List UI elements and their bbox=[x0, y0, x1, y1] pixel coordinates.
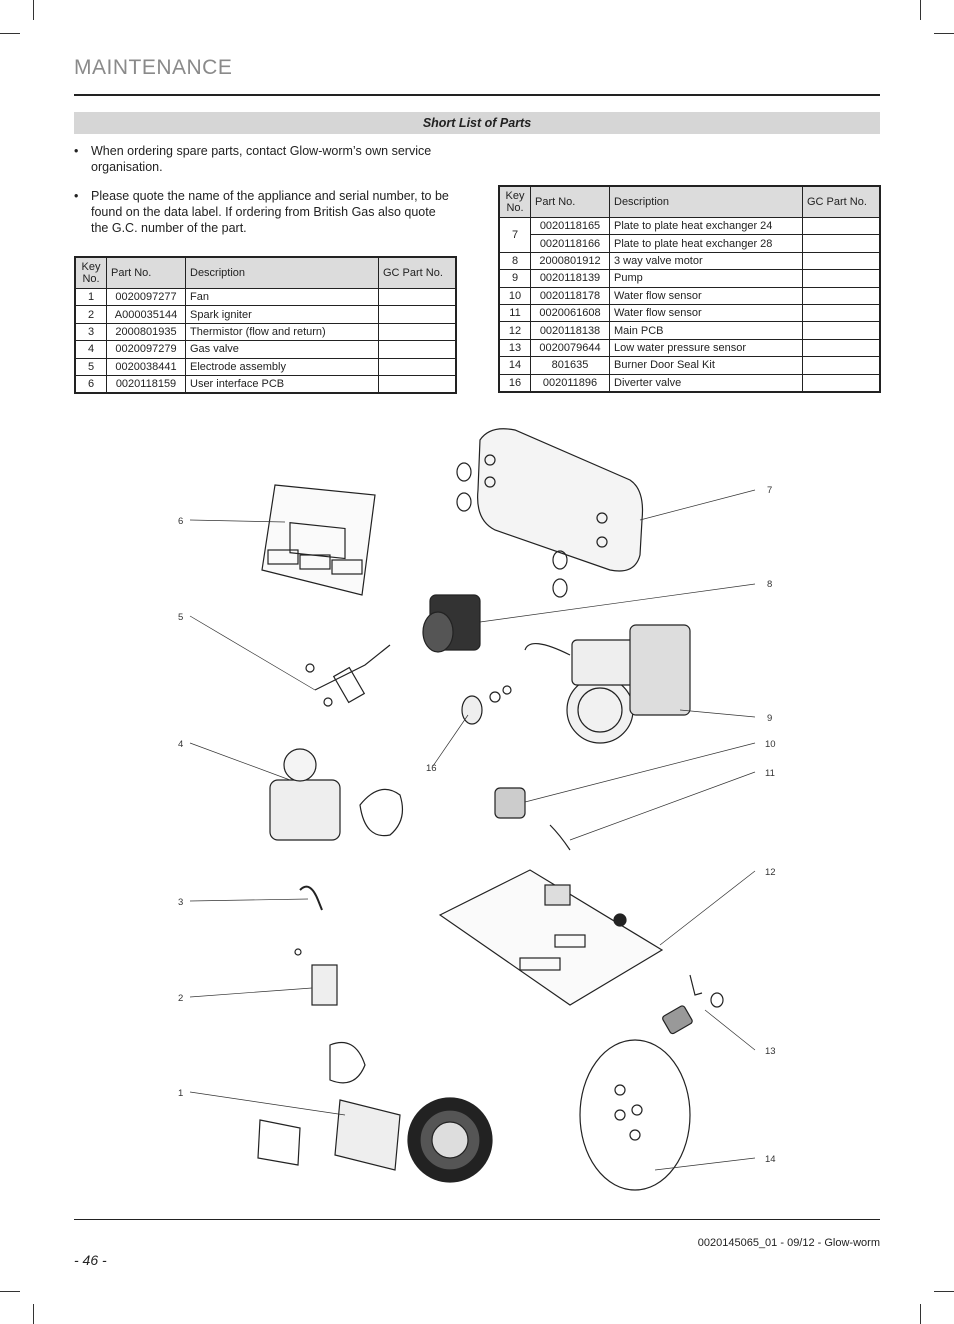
callout-14: 14 bbox=[765, 1154, 776, 1165]
col-gc: GC Part No. bbox=[803, 186, 881, 218]
callout-2: 2 bbox=[178, 993, 184, 1004]
table-row bbox=[499, 357, 880, 374]
callout-12: 12 bbox=[765, 867, 776, 878]
key-cell: 13 bbox=[499, 339, 531, 356]
part-number-cell: 0020118138 bbox=[531, 322, 610, 339]
description-cell: 3 way valve motor bbox=[610, 252, 803, 269]
col-desc: Description bbox=[186, 257, 379, 289]
key-cell: 7 bbox=[499, 218, 531, 253]
table-row bbox=[75, 358, 456, 375]
description-cell: Burner Door Seal Kit bbox=[610, 357, 803, 374]
description-cell: User interface PCB bbox=[186, 375, 379, 393]
parts-table-1 bbox=[74, 256, 457, 394]
part-number-cell: 0020118165 bbox=[531, 218, 610, 235]
gc-part-cell bbox=[803, 218, 881, 235]
key-cell: 3 bbox=[75, 323, 107, 340]
table-row bbox=[499, 287, 880, 304]
parts-table-2 bbox=[498, 185, 881, 393]
flow-sensor-drawing bbox=[495, 788, 570, 850]
table-row bbox=[75, 375, 456, 393]
section-title: Short List of Parts bbox=[74, 112, 880, 134]
part-number-cell: 801635 bbox=[531, 357, 610, 374]
part-number-cell: A000035144 bbox=[107, 306, 186, 323]
callout-8: 8 bbox=[767, 579, 773, 590]
part-number-cell: 0020097279 bbox=[107, 341, 186, 358]
key-cell: 2 bbox=[75, 306, 107, 323]
part-number-cell: 0020038441 bbox=[107, 358, 186, 375]
description-cell: Gas valve bbox=[186, 341, 379, 358]
callout-16: 16 bbox=[426, 763, 437, 774]
table-row bbox=[499, 270, 880, 287]
gc-part-cell bbox=[803, 270, 881, 287]
gc-part-cell bbox=[803, 357, 881, 374]
part-number-cell: 0020097277 bbox=[107, 289, 186, 306]
callout-7: 7 bbox=[767, 485, 773, 496]
description-cell: Electrode assembly bbox=[186, 358, 379, 375]
description-cell: Water flow sensor bbox=[610, 304, 803, 321]
description-cell: Thermistor (flow and return) bbox=[186, 323, 379, 340]
callout-6: 6 bbox=[178, 516, 184, 527]
gc-part-cell bbox=[803, 235, 881, 252]
key-cell: 8 bbox=[499, 252, 531, 269]
page-title: MAINTENANCE bbox=[74, 56, 233, 79]
table-row bbox=[499, 235, 880, 252]
callout-5: 5 bbox=[178, 612, 184, 623]
gc-part-cell bbox=[379, 375, 457, 393]
part-number-cell: 0020118159 bbox=[107, 375, 186, 393]
table-row bbox=[75, 341, 456, 358]
col-part: Part No. bbox=[107, 257, 186, 289]
key-cell: 6 bbox=[75, 375, 107, 393]
table-row bbox=[499, 252, 880, 269]
header-rule bbox=[74, 94, 880, 96]
crop-mark bbox=[934, 33, 954, 34]
description-cell: Fan bbox=[186, 289, 379, 306]
gas-valve-drawing bbox=[270, 749, 402, 840]
crop-mark bbox=[0, 33, 20, 34]
crop-mark bbox=[934, 1291, 954, 1292]
pump-drawing bbox=[525, 625, 690, 743]
gc-part-cell bbox=[379, 289, 457, 306]
callout-13: 13 bbox=[765, 1046, 776, 1057]
description-cell: Plate to plate heat exchanger 28 bbox=[610, 235, 803, 252]
part-number-cell: 0020079644 bbox=[531, 339, 610, 356]
callout-11: 11 bbox=[765, 768, 775, 779]
part-number-cell: 0020118166 bbox=[531, 235, 610, 252]
key-cell: 9 bbox=[499, 270, 531, 287]
document-reference: 0020145065_01 - 09/12 - Glow-worm bbox=[697, 1237, 880, 1249]
diverter-valve-drawing bbox=[462, 686, 511, 724]
crop-mark bbox=[0, 1291, 20, 1292]
table-row bbox=[499, 322, 880, 339]
gc-part-cell bbox=[379, 323, 457, 340]
part-number-cell: 002011896 bbox=[531, 374, 610, 392]
description-cell: Plate to plate heat exchanger 24 bbox=[610, 218, 803, 235]
user-interface-pcb-drawing bbox=[262, 485, 375, 595]
thermistor-drawing bbox=[300, 887, 322, 910]
pressure-sensor-drawing bbox=[662, 975, 723, 1035]
gc-part-cell bbox=[379, 358, 457, 375]
instruction-item: • When ordering spare parts, contact Glow-worm’s own service organisation. bbox=[74, 143, 454, 175]
key-cell: 5 bbox=[75, 358, 107, 375]
key-cell: 4 bbox=[75, 341, 107, 358]
table-row bbox=[75, 323, 456, 340]
gc-part-cell bbox=[803, 374, 881, 392]
heat-exchanger-drawing bbox=[457, 429, 643, 597]
exploded-parts-diagram bbox=[150, 410, 830, 1210]
gc-part-cell bbox=[379, 306, 457, 323]
gc-part-cell bbox=[803, 287, 881, 304]
table-row bbox=[499, 374, 880, 392]
callout-10: 10 bbox=[765, 739, 776, 750]
part-number-cell: 0020061608 bbox=[531, 304, 610, 321]
col-key: Key No. bbox=[75, 257, 107, 289]
key-cell: 11 bbox=[499, 304, 531, 321]
key-cell: 16 bbox=[499, 374, 531, 392]
col-part: Part No. bbox=[531, 186, 610, 218]
page-number: - 46 - bbox=[74, 1252, 107, 1268]
table-row bbox=[499, 218, 880, 235]
key-cell: 10 bbox=[499, 287, 531, 304]
description-cell: Spark igniter bbox=[186, 306, 379, 323]
table-row bbox=[75, 289, 456, 306]
crop-mark bbox=[920, 1304, 921, 1324]
gc-part-cell bbox=[803, 339, 881, 356]
part-number-cell: 2000801912 bbox=[531, 252, 610, 269]
gc-part-cell bbox=[803, 304, 881, 321]
part-number-cell: 0020118139 bbox=[531, 270, 610, 287]
col-key: Key No. bbox=[499, 186, 531, 218]
description-cell: Main PCB bbox=[610, 322, 803, 339]
key-cell: 1 bbox=[75, 289, 107, 306]
description-cell: Diverter valve bbox=[610, 374, 803, 392]
valve-motor-drawing bbox=[423, 595, 480, 652]
fan-drawing bbox=[258, 1043, 492, 1183]
footer-rule bbox=[74, 1219, 880, 1220]
table-row bbox=[499, 339, 880, 356]
part-number-cell: 2000801935 bbox=[107, 323, 186, 340]
gc-part-cell bbox=[803, 252, 881, 269]
callout-1: 1 bbox=[178, 1088, 184, 1099]
callout-9: 9 bbox=[767, 713, 773, 724]
col-desc: Description bbox=[610, 186, 803, 218]
key-cell: 14 bbox=[499, 357, 531, 374]
table-row bbox=[75, 306, 456, 323]
table-row bbox=[499, 304, 880, 321]
description-cell: Low water pressure sensor bbox=[610, 339, 803, 356]
crop-mark bbox=[920, 0, 921, 20]
col-gc: GC Part No. bbox=[379, 257, 457, 289]
description-cell: Pump bbox=[610, 270, 803, 287]
callout-3: 3 bbox=[178, 897, 184, 908]
gc-part-cell bbox=[379, 341, 457, 358]
main-pcb-drawing bbox=[440, 870, 662, 1005]
crop-mark bbox=[33, 1304, 34, 1324]
instructions bbox=[74, 143, 454, 249]
instruction-item: • Please quote the name of the appliance and serial number, to be found on the data label. If ordering from British Gas also quote the G.C. number of the part. bbox=[74, 188, 454, 236]
electrode-assembly-drawing bbox=[306, 645, 390, 706]
description-cell: Water flow sensor bbox=[610, 287, 803, 304]
crop-mark bbox=[33, 0, 34, 20]
callout-4: 4 bbox=[178, 739, 184, 750]
key-cell: 12 bbox=[499, 322, 531, 339]
part-number-cell: 0020118178 bbox=[531, 287, 610, 304]
gc-part-cell bbox=[803, 322, 881, 339]
spark-igniter-drawing bbox=[295, 949, 337, 1005]
